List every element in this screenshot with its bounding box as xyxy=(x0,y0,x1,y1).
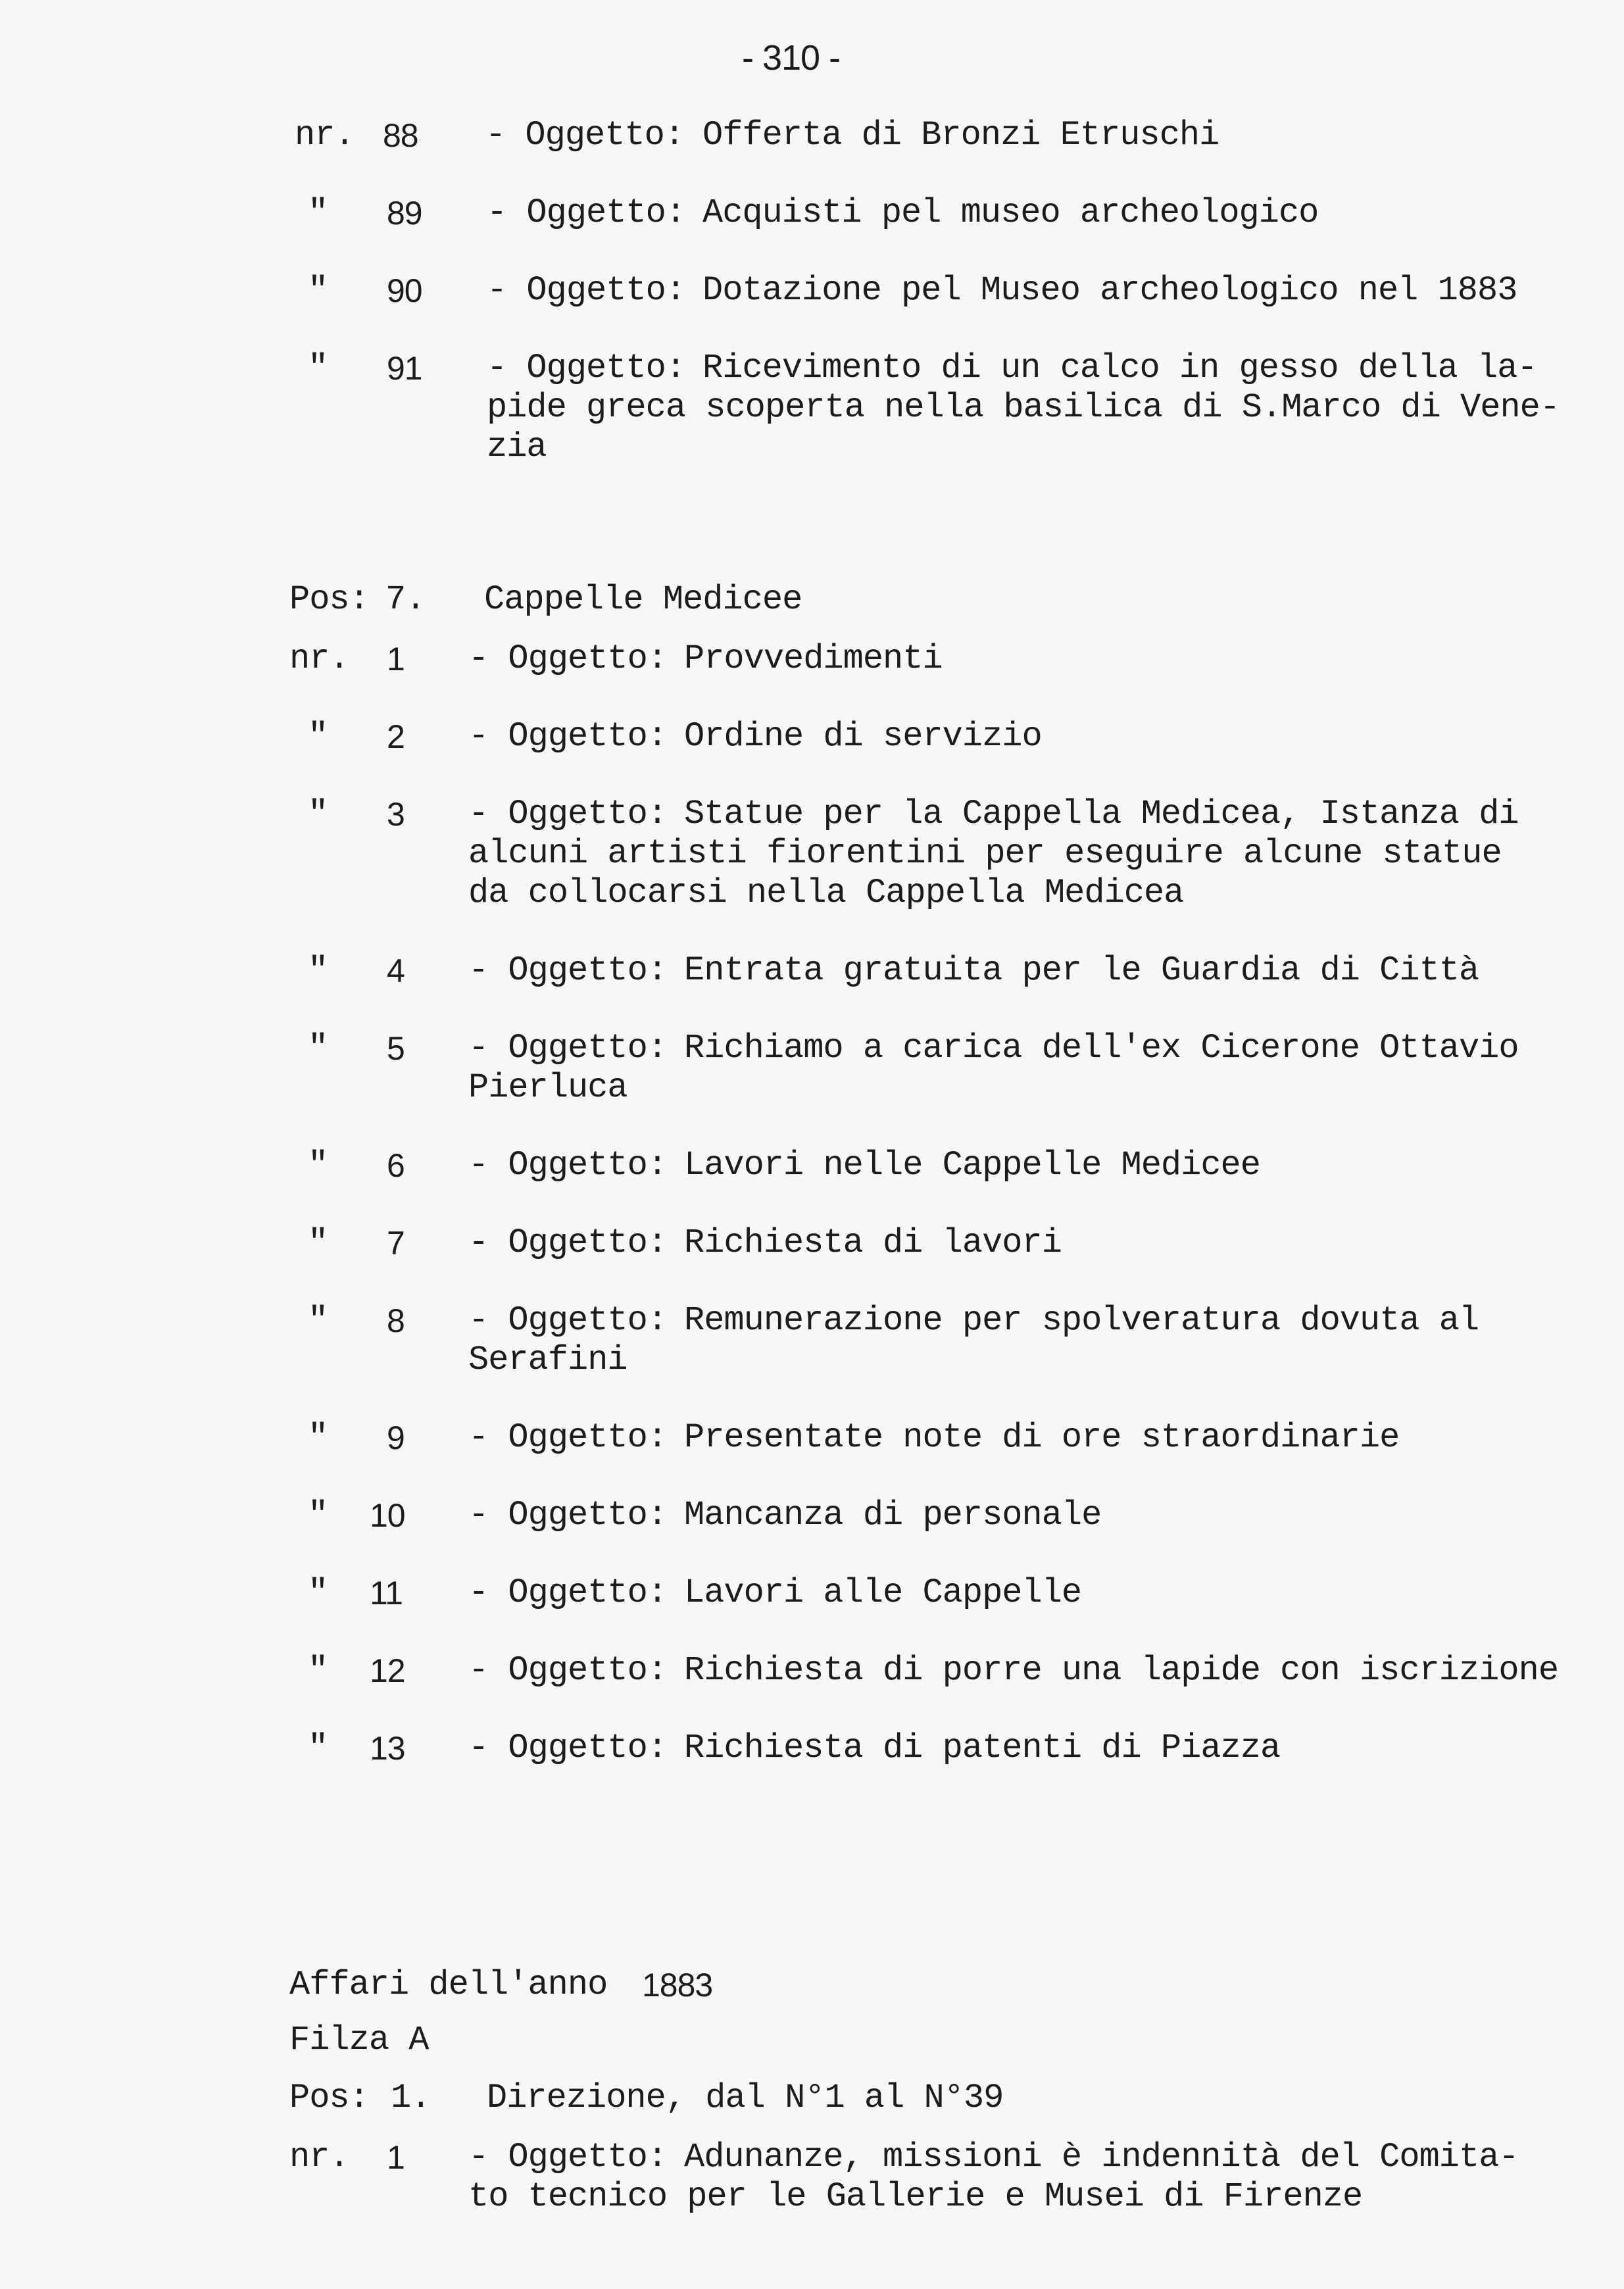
row-prefix: nr. xyxy=(289,639,349,678)
row-number: 10 xyxy=(370,1497,405,1534)
row-text: Mancanza di personale xyxy=(684,1496,1102,1535)
row-text: Entrata gratuita per le Guardia di Città xyxy=(684,951,1479,990)
row-number: 8 xyxy=(387,1302,405,1339)
pos-number: 1. xyxy=(391,2079,431,2117)
row-prefix: " xyxy=(308,1729,328,1767)
row-text: Adunanze, missioni è indennità del Comita- xyxy=(684,2138,1519,2177)
row-text: Statue per la Cappella Medicea, Istanza di xyxy=(684,795,1519,833)
row-oggetto: - Oggetto: xyxy=(468,1223,668,1262)
row-text: Lavori alle Cappelle xyxy=(684,1573,1082,1612)
row-text: Ordine di servizio xyxy=(684,717,1042,756)
row-text-continued: pide greca scoperta nella basilica di S.Marco di Vene- xyxy=(487,388,1560,427)
row-text: Acquisti pel museo archeologico xyxy=(702,193,1319,232)
row-oggetto: - Oggetto: xyxy=(468,1301,668,1340)
row-oggetto: - Oggetto: xyxy=(468,1146,668,1185)
row-oggetto: - Oggetto: xyxy=(468,639,668,678)
row-oggetto: - Oggetto: xyxy=(468,951,668,990)
row-text: Richiesta di lavori xyxy=(684,1223,1062,1262)
row-text: Lavori nelle Cappelle Medicee xyxy=(684,1146,1260,1185)
row-text-continued: da collocarsi nella Cappella Medicea xyxy=(468,874,1184,912)
row-number: 1 xyxy=(387,641,405,677)
row-prefix: " xyxy=(308,1301,328,1340)
row-prefix: " xyxy=(308,1223,328,1262)
row-prefix: nr. xyxy=(289,2138,349,2177)
row-text-continued: to tecnico per le Gallerie e Musei di Firenze xyxy=(468,2177,1363,2216)
affari-year: 1883 xyxy=(642,1967,713,2004)
row-prefix: " xyxy=(308,1146,328,1185)
pos-label: Pos: xyxy=(289,580,369,619)
row-text: Offerta di Bronzi Etruschi xyxy=(702,116,1219,155)
row-oggetto: - Oggetto: xyxy=(468,2138,668,2177)
row-oggetto: - Oggetto: xyxy=(468,795,668,833)
pos-title: Cappelle Medicee xyxy=(484,580,802,619)
row-oggetto: - Oggetto: xyxy=(468,1729,668,1767)
filza-label: Filza A xyxy=(289,2021,429,2059)
row-number: 2 xyxy=(387,718,405,755)
row-number: 91 xyxy=(387,350,422,387)
row-prefix: " xyxy=(308,1573,328,1612)
row-oggetto: - Oggetto: xyxy=(487,349,686,387)
row-number: 88 xyxy=(383,117,418,154)
row-text-continued: zia xyxy=(487,428,547,466)
row-text: Remunerazione per spolveratura dovuta al xyxy=(684,1301,1479,1340)
page-number: - 310 - xyxy=(742,38,841,78)
row-text: Richiamo a carica dell'ex Cicerone Ottavio xyxy=(684,1029,1519,1068)
row-number: 4 xyxy=(387,952,405,989)
row-text: Presentate note di ore straordinarie xyxy=(684,1418,1400,1457)
row-prefix: " xyxy=(308,951,328,990)
row-prefix: " xyxy=(308,193,328,232)
row-text-continued: alcuni artisti fiorentini per eseguire alcune statue xyxy=(468,834,1502,873)
row-oggetto: - Oggetto: xyxy=(487,193,686,232)
row-oggetto: - Oggetto: xyxy=(468,1029,668,1068)
row-oggetto: - Oggetto: xyxy=(487,271,686,310)
row-text: Richiesta di patenti di Piazza xyxy=(684,1729,1281,1767)
row-text-continued: Serafini xyxy=(468,1341,627,1379)
row-oggetto: - Oggetto: xyxy=(485,116,685,155)
row-prefix: " xyxy=(308,1651,328,1690)
row-number: 1 xyxy=(387,2139,405,2176)
row-number: 5 xyxy=(387,1030,405,1067)
row-prefix: " xyxy=(308,795,328,833)
pos-label: Pos: xyxy=(289,2079,369,2117)
row-prefix: " xyxy=(308,1418,328,1457)
row-text: Dotazione pel Museo archeologico nel 1883 xyxy=(702,271,1517,310)
row-prefix: " xyxy=(308,1496,328,1535)
row-prefix: " xyxy=(308,271,328,310)
row-oggetto: - Oggetto: xyxy=(468,1418,668,1457)
row-number: 13 xyxy=(370,1730,405,1767)
affari-label: Affari dell'anno xyxy=(289,1965,608,2004)
row-number: 6 xyxy=(387,1147,405,1184)
row-text: Provvedimenti xyxy=(684,639,943,678)
row-text-continued: Pierluca xyxy=(468,1068,627,1107)
pos-number: 7. xyxy=(385,580,426,619)
row-number: 89 xyxy=(387,195,422,232)
row-number: 3 xyxy=(387,796,405,833)
row-number: 11 xyxy=(370,1575,403,1612)
row-prefix: " xyxy=(308,349,328,387)
row-text: Ricevimento di un calco in gesso della la- xyxy=(702,349,1537,387)
row-oggetto: - Oggetto: xyxy=(468,1496,668,1535)
row-prefix: nr. xyxy=(295,116,355,155)
row-prefix: " xyxy=(308,1029,328,1068)
row-oggetto: - Oggetto: xyxy=(468,717,668,756)
row-text: Richiesta di porre una lapide con iscrizione xyxy=(684,1651,1559,1690)
row-number: 7 xyxy=(387,1225,405,1262)
pos-title: Direzione, dal N°1 al N°39 xyxy=(487,2079,1004,2117)
row-number: 12 xyxy=(370,1652,405,1689)
row-number: 90 xyxy=(387,272,422,309)
row-oggetto: - Oggetto: xyxy=(468,1573,668,1612)
row-prefix: " xyxy=(308,717,328,756)
row-number: 9 xyxy=(387,1419,405,1456)
row-oggetto: - Oggetto: xyxy=(468,1651,668,1690)
